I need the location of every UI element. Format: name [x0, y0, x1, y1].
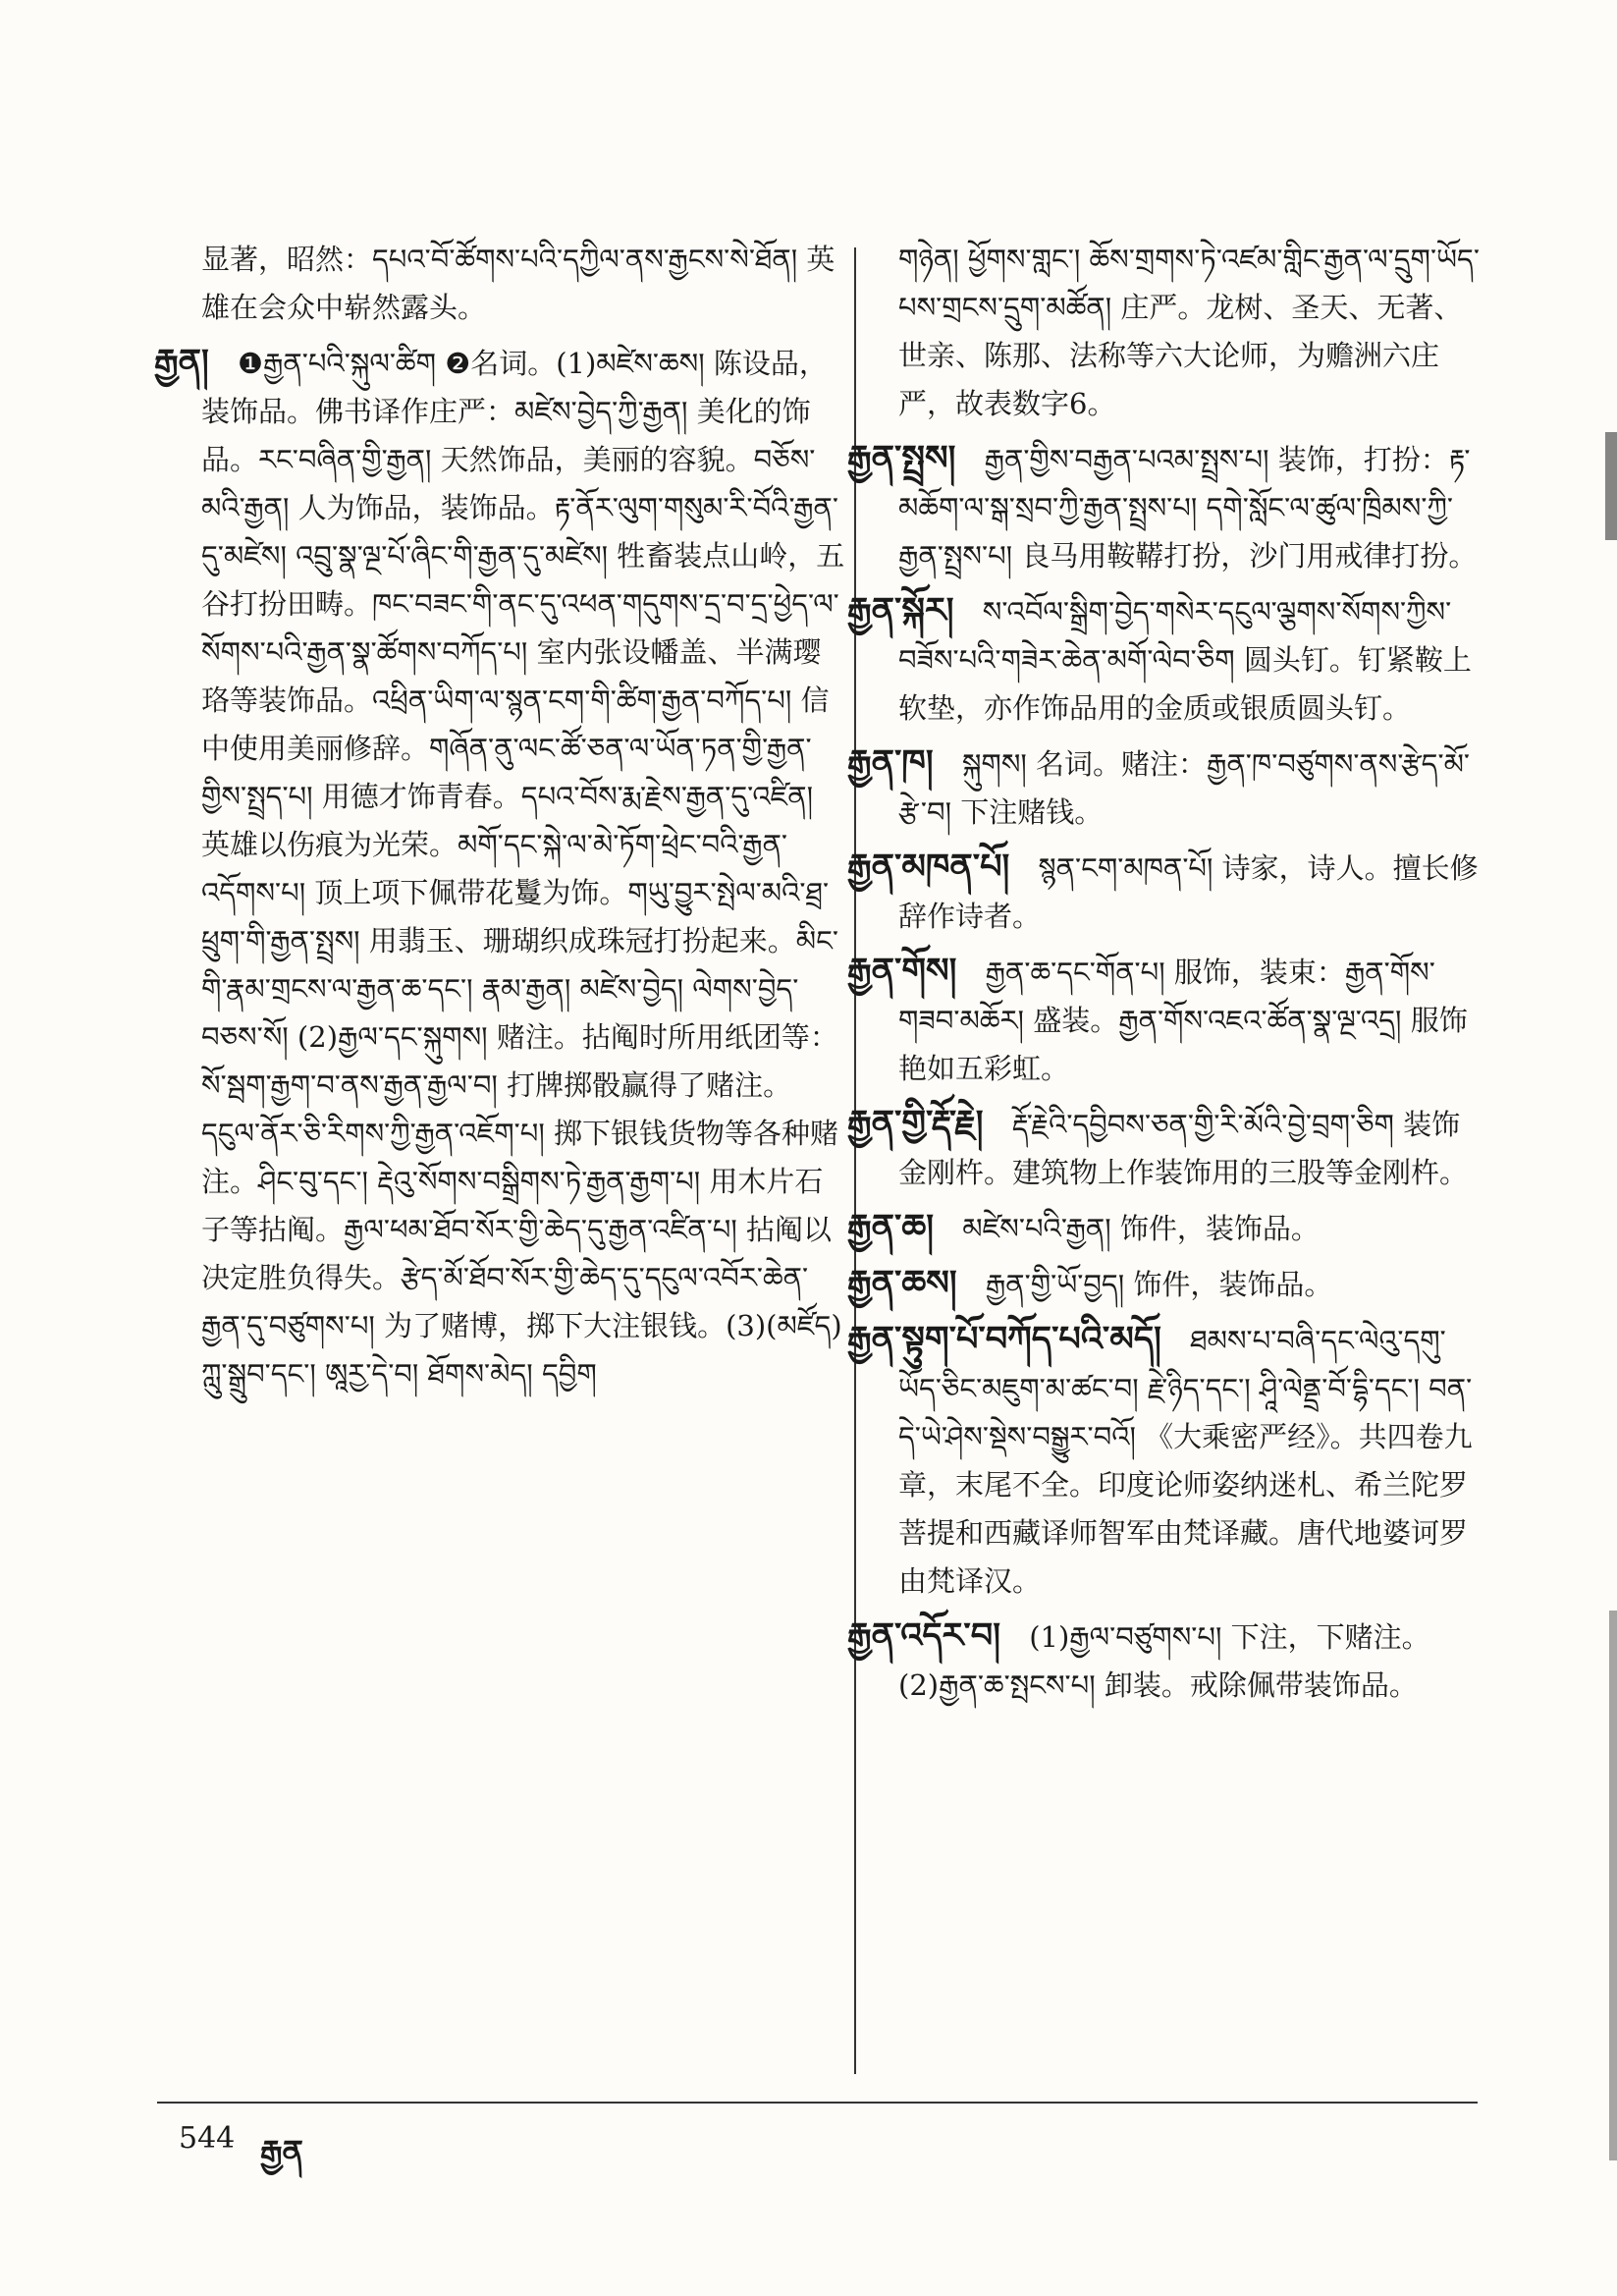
entry-text: མཛེས་པའི་རྒྱན། 饰件，装饰品。 [962, 1212, 1320, 1245]
footer-rule [157, 2102, 1478, 2104]
dictionary-entry [847, 1099, 1487, 1197]
entry-text: རྒྱན་ཆ་དང་གོན་པ། 服饰，装束：རྒྱན་གོས་གཟབ་མཆོར། 盛装。རྒྱན་གོས་འཇའ་ཚོན་སྣ་ལྔ་འདྲ། 服饰艳如五彩虹。 [898, 956, 1468, 1085]
entry-text: 显著，昭然：དཔའ་བོ་ཚོགས་པའི་དཀྱིལ་ནས་རྒྱངས་སེ་ཐོན། 英雄在会众中崭然露头。 [201, 243, 835, 324]
dictionary-entry [847, 738, 1487, 837]
dictionary-entry [847, 586, 1487, 733]
dictionary-entry [847, 1203, 1487, 1253]
right-column [847, 236, 1487, 1716]
entry-text: གཉེན། ཕྱོགས་གླང་། ཆོས་གྲགས་ཏེ་འཛམ་གླིང་རྒྱན་ལ་དྲུག་ཡོད་པས་གྲངས་དྲུག་མཚོན། 庄严。龙树、圣天、无著、世亲、陈那、法称等六大论师，为赡洲六庄严，故表数字6。 [898, 243, 1480, 420]
entry-headword: རྒྱན་ཆ། [847, 1207, 935, 1247]
dictionary-entry [847, 947, 1487, 1093]
dictionary-entry [847, 434, 1487, 580]
dictionary-entry [847, 1315, 1487, 1606]
entry-text: (1)རྒྱལ་བཙུགས་པ། 下注，下赌注。(2)རྒྱན་ཆ་སྤངས་པ། 卸装。戒除佩带装饰品。 [898, 1620, 1430, 1702]
scan-edge-mark [1605, 432, 1617, 540]
column-divider [854, 247, 856, 2074]
dictionary-entry [847, 1259, 1487, 1309]
entry-headword: རྒྱན་ཆས། [847, 1263, 957, 1303]
entry-headword: རྒྱན་སྤྲས། [847, 438, 956, 478]
entry-headword: རྒྱན་གོས། [847, 951, 957, 991]
entry-headword: རྒྱན་གྱི་རྡོ་རྗེ། [847, 1103, 984, 1143]
entry-headword: རྒྱན་སྐོར། [847, 590, 954, 630]
entry-text: སྙན་ངག་མཁན་པོ། 诗家，诗人。擅长修辞作诗者。 [898, 851, 1479, 933]
entry-text: ❶རྒྱན་པའི་སྐུལ་ཚིག ❷名词。(1)མཛེས་ཆས། 陈设品，装饰品。佛书译作庄严：མཛེས་བྱེད་ཀྱི་རྒྱན། 美化的饰品。རང་བཞིན་གྱི་རྒྱན། 天然饰品，美丽的容貌。བཅོས་མའི་རྒྱན། 人为饰品，装饰品。རྟ་ནོར་ལུག་གསུམ་རི་བོའི་རྒྱན་དུ་མཛེས། འབྲུ་སྣ་ལྔ་པོ་ཞིང་གི་རྒྱན་དུ་མཛེས། 牲畜装点山岭，五谷打扮田畴。ཁང་བཟང་གི་ནང་དུ་འཕན་གདུགས་དྲ་བ་དྲ་ཕྱེད་ལ་སོགས་པའི་རྒྱན་སྣ་ཚོགས་བཀོད་པ། 室内张设幡盖、半满璎珞等装饰品。འཕྲིན་ཡིག་ལ་སྙན་ངག་གི་ཚིག་རྒྱན་བཀོད་པ། 信中使用美丽修辞。གཞོན་ནུ་ལང་ཚོ་ཅན་ལ་ཡོན་ཏན་གྱི་རྒྱན་གྱིས་སྤྲད་པ། 用德才饰青春。དཔའ་བོས་རྨ་རྗེས་རྒྱན་དུ་འཛིན། 英雄以伤痕为光荣。མགོ་དང་སྐེ་ལ་མེ་ཏོག་ཕྲེང་བའི་རྒྱན་འདོགས་པ། 顶上项下佩带花鬘为饰。གཡུ་བྱུར་སྤེལ་མའི་ཐྲ་ཕྲུག་གི་རྒྱན་སྤྲས། 用翡玉、珊瑚织成珠冠打扮起来。མིང་གི་རྣམ་གྲངས་ལ་རྒྱན་ཆ་དང་། རྣམ་རྒྱན། མཛེས་བྱེད། ལེགས་བྱེད་བཅས་སོ། (2)རྒྱལ་དང་སྐུགས། 赌注。拈阄时所用纸团等：སོ་སྦག་རྒྱག་བ་ནས་རྒྱན་རྒྱལ་བ། 打牌掷骰赢得了赌注。དངུལ་ནོར་ཅི་རིགས་ཀྱི་རྒྱན་འཇོག་པ། 掷下银钱货物等各种赌注。ཤིང་བུ་དང་། རྡེའུ་སོགས་བསྒྲིགས་ཏེ་རྒྱན་རྒྱག་པ། 用木片石子等拈阄。རྒྱལ་ཕམ་ཐོབ་སོར་གྱི་ཆེད་དུ་རྒྱན་འཛིན་པ། 拈阄以决定胜负得失。རྩེད་མོ་ཐོབ་སོར་གྱི་ཆེད་དུ་དངུལ་འབོར་ཆེན་རྒྱན་དུ་བཙུགས་པ། 为了赌博，掷下大注银钱。(3)(མཛོད) ཀླུ་སྒྲུབ་དང་། ཨཱརྱ་དེ་བ། ཐོགས་མེད། དབྱིག [201, 347, 845, 1391]
entry-headword: རྒྱན་འདོར་བ། [847, 1615, 1000, 1656]
entry-text: སྐུགས། 名词。赌注：རྒྱན་ཁ་བཙུགས་ནས་རྩེད་མོ་རྩེ་བ། 下注赌钱。 [898, 747, 1471, 829]
page-number: 544 [179, 2121, 236, 2156]
entry-text: རྡོ་རྗེའི་དབྱིབས་ཅན་གྱི་རི་མོའི་བྱེ་བྲག་ཅིག 装饰金刚杵。建筑物上作装饰用的三股等金刚杵。 [898, 1108, 1469, 1189]
scan-edge-mark [1609, 1611, 1617, 2160]
entry-text: རྒྱན་གྱི་ཡོ་བྱད། 饰件，装饰品。 [985, 1268, 1333, 1301]
entry-text: ས་འབོལ་སྒྲིག་བྱེད་གསེར་དངུལ་ལྕགས་སོགས་ཀྱིས་བཟོས་པའི་གཟེར་ཆེན་མགོ་ལེབ་ཅིག 圆头钉。钉紧鞍上软垫，亦作饰品用的金质或银质圆头钉。 [898, 595, 1472, 725]
dictionary-entry [154, 338, 849, 1398]
entry-headword: རྒྱན་སྟུག་པོ་བཀོད་པའི་མདོ། [847, 1319, 1161, 1359]
entry-headword: རྒྱན། [154, 342, 209, 382]
dictionary-entry [847, 843, 1487, 941]
dictionary-entry [201, 236, 849, 332]
left-column [154, 236, 849, 1404]
dictionary-entry [898, 236, 1487, 428]
entry-text: རྒྱན་གྱིས་བརྒྱན་པའམ་སྤྲས་པ། 装饰，打扮：རྟ་མཆོག་ལ་སྒ་སྲབ་ཀྱི་རྒྱན་སྤྲས་པ། དགེ་སློང་ལ་ཚུལ་ཁྲིམས་ཀྱི་རྒྱན་སྤྲས་པ། 良马用鞍鞯打扮，沙门用戒律打扮。 [898, 443, 1478, 573]
entry-headword: རྒྱན་མཁན་པོ། [847, 847, 1010, 887]
entry-text: ཐམས་པ་བཞི་དང་ལེའུ་དགུ་ཡོད་ཅིང་མཇུག་མ་ཚང་བ། རྗེ་ཉིད་དང་། ཤཱི་ལེནྡྲ་བོ་དྷི་དང་། བན་དེ་ཡེ་ཤེས་སྡེས་བསྒྱུར་བའོ། 《大乘密严经》。共四卷九章，末尾不全。印度论师姿纳迷札、希兰陀罗菩提和西藏译师智军由梵译藏。唐代地婆诃罗由梵译汉。 [898, 1324, 1473, 1598]
running-head: རྒྱན [260, 2133, 303, 2170]
entry-headword: རྒྱན་ཁ། [847, 742, 934, 783]
dictionary-entry [847, 1612, 1487, 1710]
